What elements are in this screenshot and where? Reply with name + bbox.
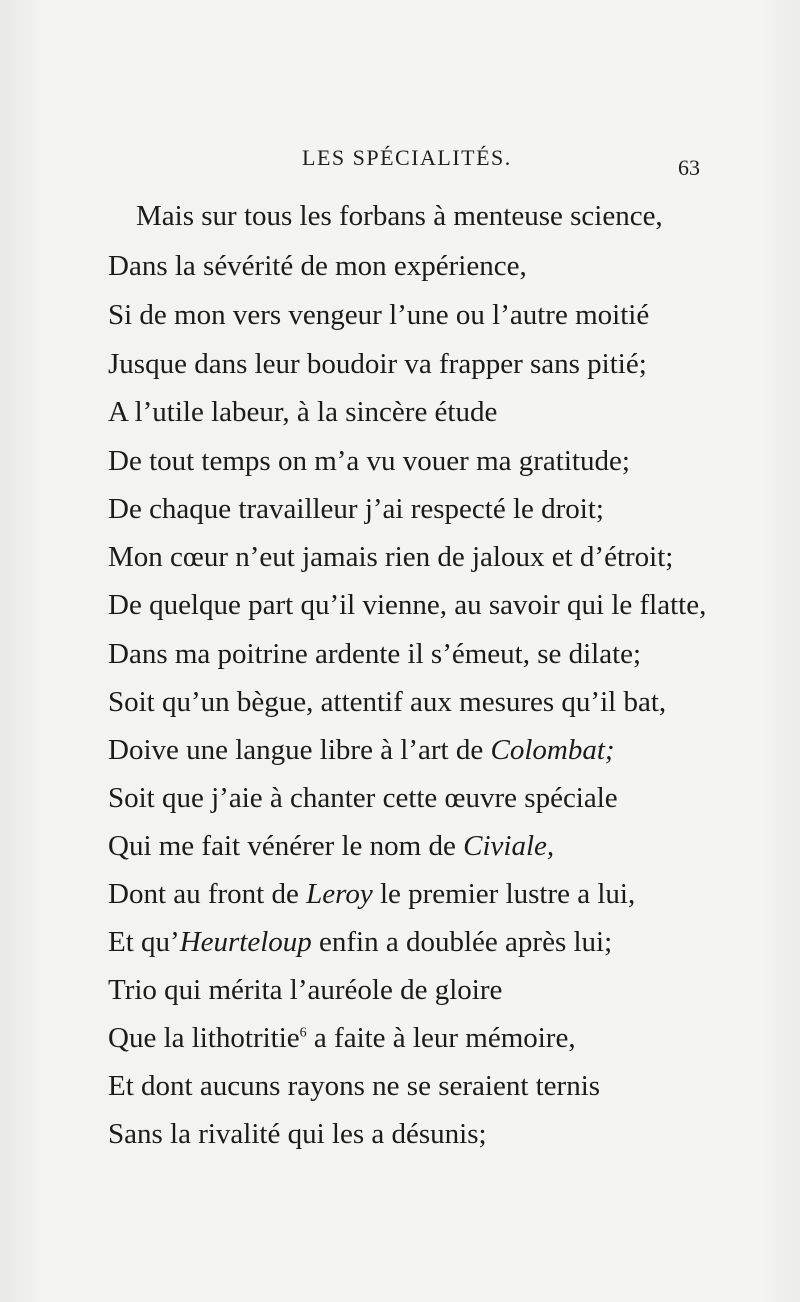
verse-line: Mais sur tous les forbans à menteuse science, bbox=[136, 200, 663, 232]
verse-line: De quelque part qu’il vienne, au savoir qui le flatte, bbox=[108, 589, 707, 621]
verse-line: De chaque travailleur j’ai respecté le droit; bbox=[108, 493, 604, 525]
footnote-marker[interactable]: 6 bbox=[299, 1025, 307, 1041]
italic-name: Colombat; bbox=[490, 734, 615, 766]
verse-line: Soit qu’un bègue, attentif aux mesures qu’il bat, bbox=[108, 686, 667, 718]
verse-text: Et qu’ bbox=[108, 926, 180, 958]
verse-line: Jusque dans leur boudoir va frapper sans pitié; bbox=[108, 348, 647, 380]
verse-line bbox=[108, 876, 635, 912]
page-number: 63 bbox=[678, 155, 700, 180]
verse-line: Sans la rivalité qui les a désunis; bbox=[108, 1118, 487, 1150]
italic-name: Leroy bbox=[306, 878, 373, 910]
verse-line bbox=[108, 1020, 576, 1056]
verse-text: Qui me fait vénérer le nom de bbox=[108, 830, 464, 862]
verse-line: Dans la sévérité de mon expérience, bbox=[108, 250, 527, 282]
verse-line: Mon cœur n’eut jamais rien de jaloux et d’étroit; bbox=[108, 541, 674, 573]
verse-text: Que la lithotritie bbox=[108, 1022, 300, 1054]
verse-line: Dans ma poitrine ardente il s’émeut, se dilate; bbox=[108, 638, 642, 670]
running-title: LES SPÉCIALITÉS. bbox=[302, 145, 512, 170]
verse-line: De tout temps on m’a vu vouer ma gratitude; bbox=[108, 445, 630, 477]
verse-line: Soit que j’aie à chanter cette œuvre spéciale bbox=[108, 782, 618, 814]
verse-text: a faite à leur mémoire, bbox=[306, 1022, 576, 1054]
italic-name: Heurteloup bbox=[179, 926, 312, 958]
italic-name: Civiale, bbox=[463, 830, 555, 862]
verse-line: Trio qui mérita l’auréole de gloire bbox=[108, 974, 503, 1006]
verse-text: enfin a doublée après lui; bbox=[311, 926, 613, 958]
verse-text: Doive une langue libre à l’art de bbox=[108, 734, 491, 766]
verse-line bbox=[108, 828, 554, 864]
verse-line: Et dont aucuns rayons ne se seraient ternis bbox=[108, 1070, 601, 1102]
page-header bbox=[0, 145, 800, 181]
verse-line bbox=[108, 732, 615, 768]
verse-text: le premier lustre a lui, bbox=[372, 878, 636, 910]
verse-line: A l’utile labeur, à la sincère étude bbox=[108, 396, 498, 428]
verse-line bbox=[108, 924, 612, 960]
verse-line: Si de mon vers vengeur l’une ou l’autre moitié bbox=[108, 299, 650, 331]
verse-text: Dont au front de bbox=[108, 878, 307, 910]
